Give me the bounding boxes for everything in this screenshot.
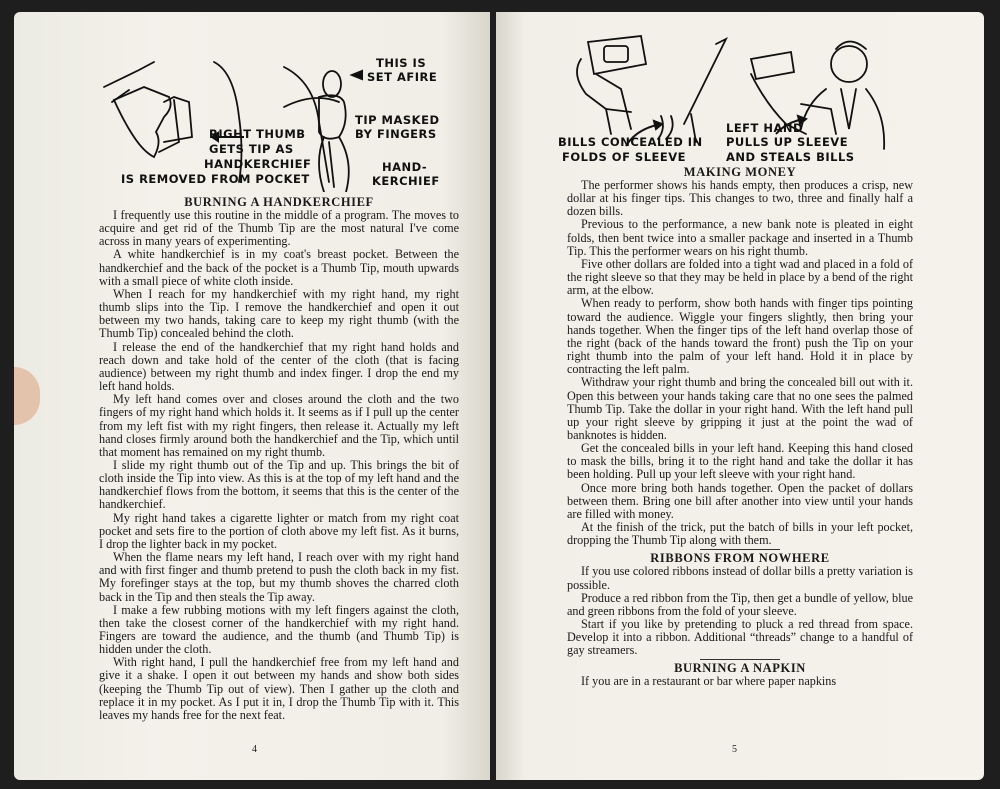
paragraph: Once more bring both hands together. Open the packet of dollars between them. Bring one bill after another into view until your hands are filled with money.	[567, 480, 913, 521]
paragraph: When I reach for my handkerchief with my right hand, my right thumb slips into the Tip. I remove the handkerchief and open it out between my two hands, taking care to keep my right thumb (with the Thumb Tip) concealed behind the cloth.	[99, 286, 459, 341]
paragraph: I release the end of the handkerchief that my right hand holds and reach down and take hold of the center of the cloth (that is facing audience) between my right thumb and index finger. I drop the end my left hand holds.	[99, 339, 459, 394]
paragraph: Start if you like by pretending to pluck a red thread from space. Develop it into a ribbon. Additional “threads” change to a handful of gay streamers.	[567, 617, 913, 658]
section-title: RIBBONS FROM NOWHERE	[650, 551, 830, 566]
paragraph: My left hand comes over and closes around the cloth and the two fingers of my right hand which holds it. It seems as if I pull up the center from my left fist with my right fingers, then release it. Actually my left hand closes firmly around both the handkerchief and the Tip, which until that moment has remained on my right thumb.	[99, 392, 459, 459]
label-kerchief: KERCHIEF	[372, 174, 440, 188]
paragraph: At the finish of the trick, put the batch of bills in your left pocket, dropping the Thumb Tip along with them.	[567, 520, 913, 548]
paragraph: Produce a red ribbon from the Tip, then get a bundle of yellow, blue and green ribbons from the fold of your sleeve.	[567, 590, 913, 618]
page-number: 4	[252, 744, 257, 755]
scanner-thumb	[14, 367, 40, 425]
paragraph: I frequently use this routine in the middle of a program. The moves to acquire and get rid of the Thumb Tip are the most natural I've come across in many years of experimenting.	[99, 208, 459, 249]
left-page	[14, 12, 490, 780]
label-tip-masked: TIP MASKED	[355, 113, 440, 127]
label-set-afire: SET AFIRE	[367, 70, 438, 84]
label-folds-of-sleeve: FOLDS OF SLEEVE	[562, 150, 687, 164]
label-by-fingers: BY FINGERS	[355, 127, 437, 141]
paragraph: Withdraw your right thumb and bring the concealed bill out with it. Open this between your hands taking care that no one sees the palmed Thumb Tip. Take the dollar in your right hand. With the left hand pull up your right sleeve by gripping it just at the point the wad of banknotes is hidden.	[567, 375, 913, 442]
paragraph: Previous to the performance, a new bank note is pleated in eight folds, then bent twice into a smaller package and inserted in a Thumb Tip. This the performer wears on his right thumb.	[567, 217, 913, 258]
paragraph: A white handkerchief is in my coat's breast pocket. Between the handkerchief and the back of the pocket is a Thumb Tip, mouth upwards with a small piece of white cloth inside.	[99, 247, 459, 288]
paragraph: The performer shows his hands empty, then produces a crisp, new dollar at his finger tips. This changes to two, three and finally half a dozen bills.	[567, 178, 913, 219]
label-left-hand: LEFT HAND	[726, 121, 804, 135]
label-hand: HAND-	[382, 160, 428, 174]
section-title: BURNING A NAPKIN	[674, 661, 806, 676]
page-number: 5	[732, 744, 737, 755]
divider	[700, 659, 780, 660]
paragraph: I make a few rubbing motions with my left fingers against the cloth, then take the closest corner of the handkerchief with my right hand. Fingers are toward the audience, and the thumb (and Thumb Tip) is hidden under the cloth.	[99, 602, 459, 657]
label-bills-concealed: BILLS CONCEALED IN	[558, 135, 703, 149]
paragraph: I slide my right thumb out of the Tip and up. This brings the bit of cloth inside the Tip into view. As this is at the top of my left hand and the handkerchief flows from the bottom, it seems that this is the center of the handkerchief.	[99, 457, 459, 512]
right-page-text	[567, 165, 913, 689]
paragraph: When ready to perform, show both hands with finger tips pointing toward the audience. Wiggle your fingers slightly, then bring your hands together. When the finger tips of the left hand overlap those of the right (back of the hands toward the front) push the Tip on your right thumb into the palm of your left hand. Hold it in place by contracting the left palm.	[567, 296, 913, 377]
label-right-thumb: RIGHT THUMB	[209, 127, 306, 141]
label-removed-from-pocket: IS REMOVED FROM POCKET	[121, 172, 310, 186]
label-pulls-up-sleeve: PULLS UP SLEEVE	[726, 135, 849, 149]
divider	[700, 549, 780, 550]
paragraph: If you use colored ribbons instead of dollar bills a pretty variation is possible.	[567, 564, 913, 592]
paragraph: My right hand takes a cigarette lighter or match from my right coat pocket and sets fire to the portion of cloth above my left fist. As it burns, I drop the lighter back in my pocket.	[99, 510, 459, 551]
paragraph: Get the concealed bills in your left hand. Keeping this hand closed to mask the bills, bring it to the right hand and take the dollar it has been holding. Pull up your left sleeve with your right hand.	[567, 441, 913, 482]
label-steals-bills: AND STEALS BILLS	[726, 150, 855, 164]
paragraph: Five other dollars are folded into a tight wad and placed in a fold of the right sleeve so that they may be held in place by a bend of the right arm, at the elbow.	[567, 256, 913, 298]
label-handkerchief: HANDKERCHIEF	[204, 157, 312, 171]
paragraph: With right hand, I pull the handkerchief free from my left hand and give it a shake. I open it out between my hands and show both sides (keeping the Thumb Tip out of view). Then I gather up the cloth and replace it in my pocket. As I put it in, I drop the Thumb Tip with it. This leaves my hands free for the next feat.	[99, 655, 459, 722]
section-title: BURNING A HANDKERCHIEF	[184, 195, 374, 209]
paragraph: When the flame nears my left hand, I reach over with my right hand and with first finger and thumb pretend to push the cloth back in my fist. My forefinger stays at the top, but my thumb shoves the charred cloth back in the Tip and then steals the Tip away.	[99, 550, 459, 604]
section-title: MAKING MONEY	[683, 165, 797, 179]
label-this-is: THIS IS	[376, 56, 427, 70]
left-page-text	[99, 195, 459, 722]
paragraph: If you are in a restaurant or bar where paper napkins	[581, 674, 837, 689]
right-page	[496, 12, 984, 780]
label-gets-tip: GETS TIP AS	[209, 142, 294, 156]
